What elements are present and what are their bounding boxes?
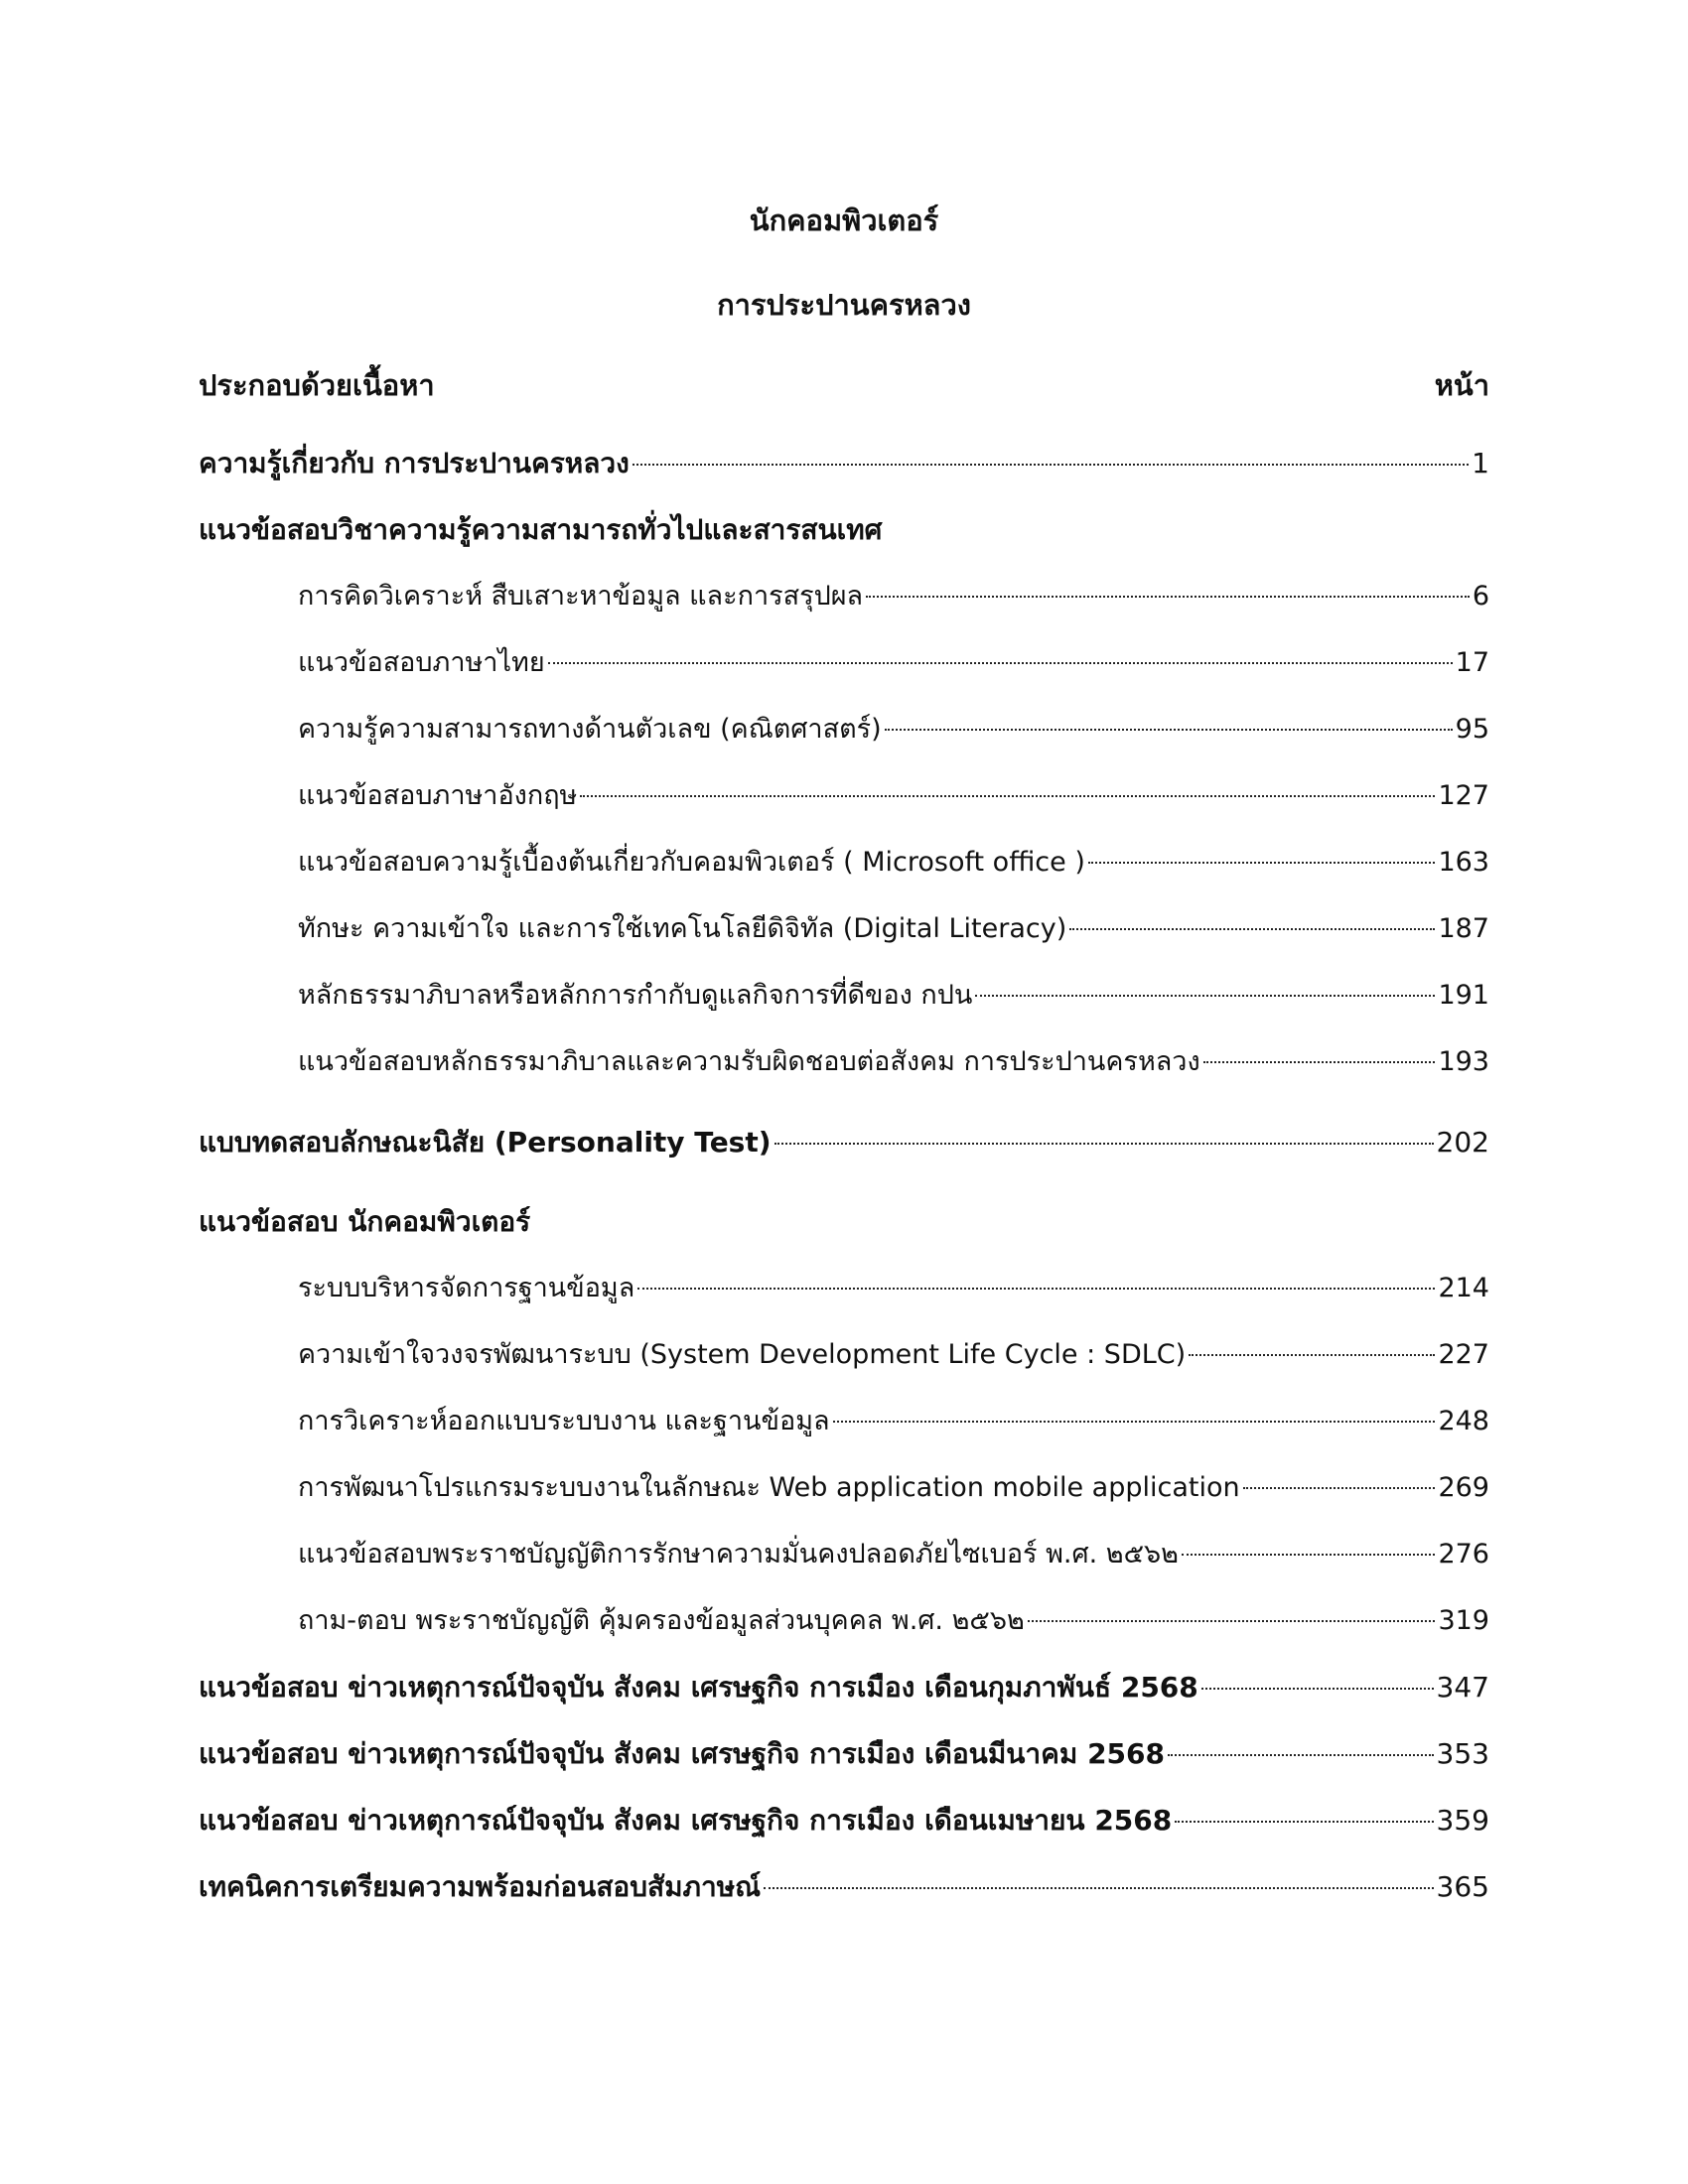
- toc-entry-page: 163: [1438, 847, 1489, 878]
- toc-entry-label: ความรู้เกี่ยวกับ การประปานครหลวง: [199, 447, 630, 479]
- toc-entry-label: แนวข้อสอบหลักธรรมาภิบาลและความรับผิดชอบต่อสังคม การประปานครหลวง: [298, 1046, 1200, 1077]
- toc-entry: [298, 1601, 1489, 1641]
- dot-leader: [1028, 1620, 1436, 1622]
- dot-leader: [1069, 928, 1435, 930]
- dot-leader: [580, 795, 1435, 797]
- toc-entry: [298, 1042, 1489, 1082]
- dot-leader: [1088, 862, 1436, 864]
- dot-leader: [1168, 1754, 1434, 1756]
- toc-entry-knowledge: [199, 444, 1489, 483]
- toc-entry-page: 95: [1455, 714, 1489, 745]
- toc-entry-label: การวิเคราะห์ออกแบบระบบงาน และฐานข้อมูล: [298, 1406, 830, 1436]
- dot-leader: [885, 729, 1453, 731]
- toc-entry-page: 276: [1438, 1539, 1489, 1570]
- dot-leader: [637, 1288, 1435, 1290]
- toc-entry-page: 193: [1438, 1046, 1489, 1077]
- document-subtitle: การประปานครหลวง: [717, 288, 971, 322]
- toc-entry-page: 17: [1455, 647, 1489, 678]
- toc-entry-page: 347: [1436, 1671, 1489, 1704]
- toc-entry-label: แบบทดสอบลักษณะนิสัย (Personality Test): [199, 1126, 772, 1159]
- toc-entry-interview: [199, 1867, 1489, 1907]
- toc-entry: [298, 643, 1489, 683]
- dot-leader: [1201, 1688, 1434, 1690]
- toc-entry-label: การคิดวิเคราะห์ สืบเสาะหาข้อมูล และการสรุปผล: [298, 581, 864, 612]
- toc-entry: [298, 776, 1489, 816]
- dot-leader: [774, 1143, 1434, 1145]
- toc-entry-news: [199, 1668, 1489, 1707]
- toc-entry: [298, 1335, 1489, 1375]
- dot-leader: [866, 596, 1470, 598]
- toc-entry: [298, 1269, 1489, 1308]
- dot-leader: [548, 662, 1453, 664]
- dot-leader: [1182, 1554, 1435, 1556]
- toc-entry-label: แนวข้อสอบ ข่าวเหตุการณ์ปัจจุบัน สังคม เศรษฐกิจ การเมือง เดือนเมษายน 2568: [199, 1804, 1173, 1837]
- toc-entry-page: 359: [1436, 1804, 1489, 1837]
- toc-entry-personality: [199, 1123, 1489, 1162]
- toc-entry-page: 319: [1438, 1605, 1489, 1636]
- toc-entry-label: ทักษะ ความเข้าใจ และการใช้เทคโนโลยีดิจิทัล (Digital Literacy): [298, 913, 1067, 944]
- toc-entry-page: 353: [1436, 1737, 1489, 1770]
- toc-entry-page: 248: [1438, 1406, 1489, 1436]
- toc-entry-page: 191: [1438, 980, 1489, 1011]
- toc-entry-label: แนวข้อสอบภาษาไทย: [298, 647, 545, 678]
- toc-entry-label: แนวข้อสอบ ข่าวเหตุการณ์ปัจจุบัน สังคม เศรษฐกิจ การเมือง เดือนกุมภาพันธ์ 2568: [199, 1671, 1198, 1704]
- toc-entry-label: หลักธรรมาภิบาลหรือหลักการกำกับดูแลกิจการที่ดีของ กปน: [298, 980, 973, 1011]
- toc-entry-page: 202: [1436, 1126, 1489, 1159]
- toc-header: [199, 365, 1489, 405]
- toc-entry: [298, 909, 1489, 949]
- document-title: นักคอมพิวเตอร์: [749, 204, 939, 237]
- toc-entry-label: แนวข้อสอบความรู้เบื้องต้นเกี่ยวกับคอมพิวเตอร์ ( Microsoft office ): [298, 847, 1085, 878]
- toc-entry-label: แนวข้อสอบภาษาอังกฤษ: [298, 780, 578, 811]
- toc-entry-page: 227: [1438, 1339, 1489, 1370]
- toc-entry: [298, 1468, 1489, 1508]
- toc-entry-label: แนวข้อสอบพระราชบัญญัติการรักษาความมั่นคงปลอดภัยไซเบอร์ พ.ศ. ๒๕๖๒: [298, 1539, 1179, 1570]
- toc-entry-label: การพัฒนาโปรแกรมระบบงานในลักษณะ Web application mobile application: [298, 1472, 1240, 1503]
- toc-section-computer: แนวข้อสอบ นักคอมพิวเตอร์: [199, 1205, 531, 1238]
- toc-entry-page: 365: [1436, 1870, 1489, 1903]
- toc-entry-page: 1: [1472, 447, 1489, 479]
- dot-leader: [764, 1887, 1433, 1889]
- toc-entry-news: [199, 1734, 1489, 1774]
- toc-entry-news: [199, 1801, 1489, 1841]
- page-heading: หน้า: [1434, 368, 1489, 402]
- toc-entry: [298, 976, 1489, 1016]
- dot-leader: [1203, 1061, 1436, 1063]
- dot-leader: [975, 995, 1435, 997]
- dot-leader: [833, 1421, 1436, 1423]
- toc-entry-label: ถาม-ตอบ พระราชบัญญัติ คุ้มครองข้อมูลส่วนบุคคล พ.ศ. ๒๕๖๒: [298, 1605, 1025, 1636]
- toc-entry-label: แนวข้อสอบ ข่าวเหตุการณ์ปัจจุบัน สังคม เศรษฐกิจ การเมือง เดือนมีนาคม 2568: [199, 1737, 1165, 1770]
- toc-entry-label: ความเข้าใจวงจรพัฒนาระบบ (System Development Life Cycle : SDLC): [298, 1339, 1187, 1370]
- toc-entry-page: 269: [1438, 1472, 1489, 1503]
- dot-leader: [1175, 1821, 1433, 1823]
- contents-heading: ประกอบด้วยเนื้อหา: [199, 368, 435, 402]
- toc-entry-page: 187: [1438, 913, 1489, 944]
- toc-entry: [298, 710, 1489, 750]
- dot-leader: [1189, 1354, 1435, 1356]
- toc-section-general: แนวข้อสอบวิชาความรู้ความสามารถทั่วไปและสารสนเทศ: [199, 513, 883, 546]
- toc-entry-page: 127: [1438, 780, 1489, 811]
- toc-entry: [298, 1535, 1489, 1574]
- toc-entry-page: 214: [1438, 1273, 1489, 1303]
- dot-leader: [1243, 1487, 1436, 1489]
- toc-entry-label: เทคนิคการเตรียมความพร้อมก่อนสอบสัมภาษณ์: [199, 1870, 762, 1903]
- toc-entry: [298, 843, 1489, 883]
- dot-leader: [633, 464, 1469, 466]
- toc-entry: [298, 1402, 1489, 1441]
- toc-entry: [298, 577, 1489, 616]
- toc-entry-page: 6: [1472, 581, 1489, 612]
- toc-entry-label: ระบบบริหารจัดการฐานข้อมูล: [298, 1273, 635, 1303]
- toc-entry-label: ความรู้ความสามารถทางด้านตัวเลข (คณิตศาสตร์): [298, 714, 882, 745]
